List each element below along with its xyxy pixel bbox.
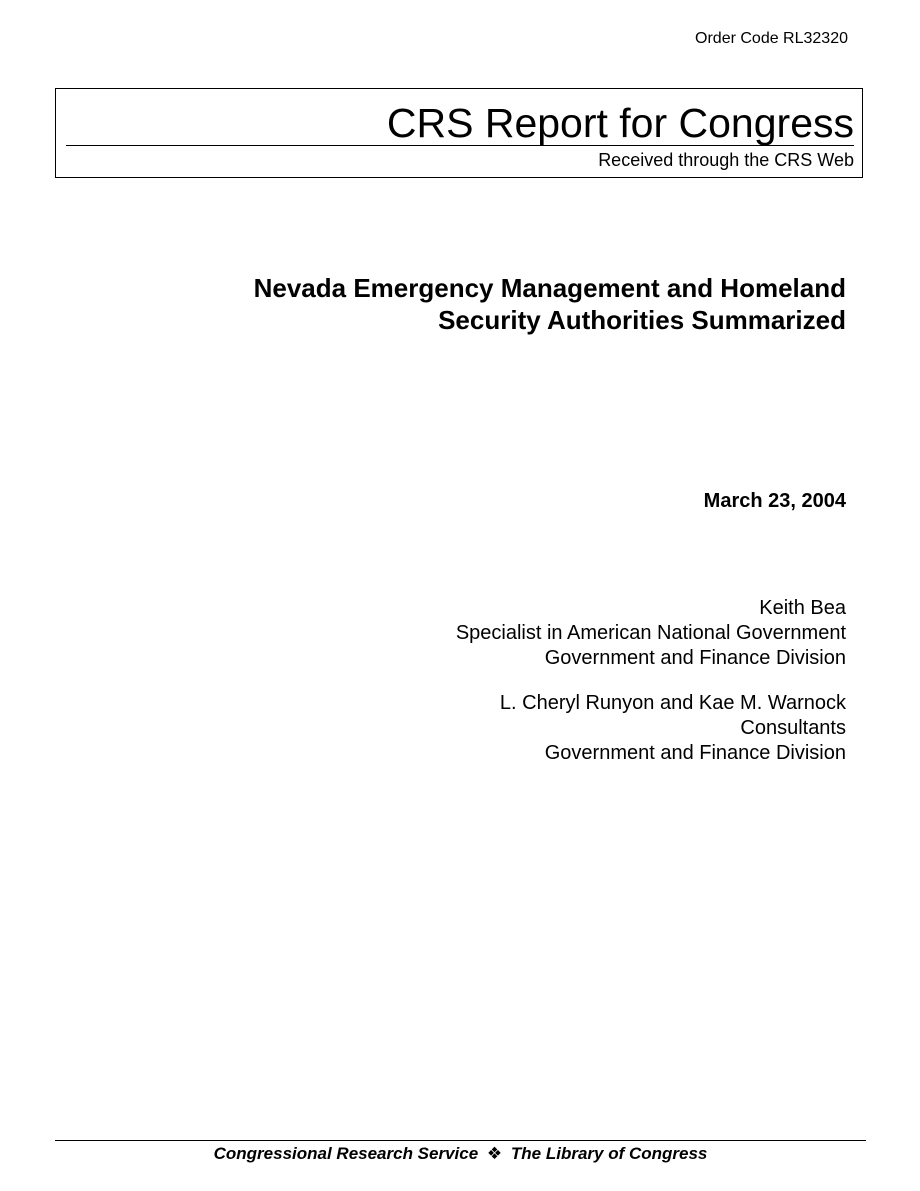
author-title: Consultants — [740, 717, 846, 739]
footer-library: The Library of Congress — [510, 1144, 708, 1163]
order-code: Order Code RL32320 — [695, 30, 848, 47]
header-divider — [66, 145, 854, 146]
header-title: CRS Report for Congress — [386, 100, 854, 146]
header-subtitle: Received through the CRS Web — [598, 150, 854, 170]
author-division: Government and Finance Division — [544, 647, 846, 669]
footer-divider — [55, 1140, 866, 1141]
authors-section — [246, 596, 846, 786]
author-division: Government and Finance Division — [544, 742, 846, 764]
footer-publisher: Congressional Research Service — [213, 1144, 479, 1163]
author-block-1 — [246, 596, 846, 671]
report-header-box — [55, 88, 863, 178]
report-date: March 23, 2004 — [703, 490, 846, 512]
author-name: L. Cheryl Runyon and Kae M. Warnock — [499, 692, 846, 714]
diamond-separator-icon: ❖ — [486, 1144, 503, 1163]
report-title-line-1: Nevada Emergency Management and Homeland — [253, 273, 846, 303]
author-block-2 — [246, 691, 846, 766]
report-title — [146, 272, 846, 336]
author-title: Specialist in American National Government — [455, 622, 846, 644]
footer — [55, 1144, 866, 1164]
author-name: Keith Bea — [759, 597, 846, 619]
report-title-line-2: Security Authorities Summarized — [438, 305, 846, 335]
